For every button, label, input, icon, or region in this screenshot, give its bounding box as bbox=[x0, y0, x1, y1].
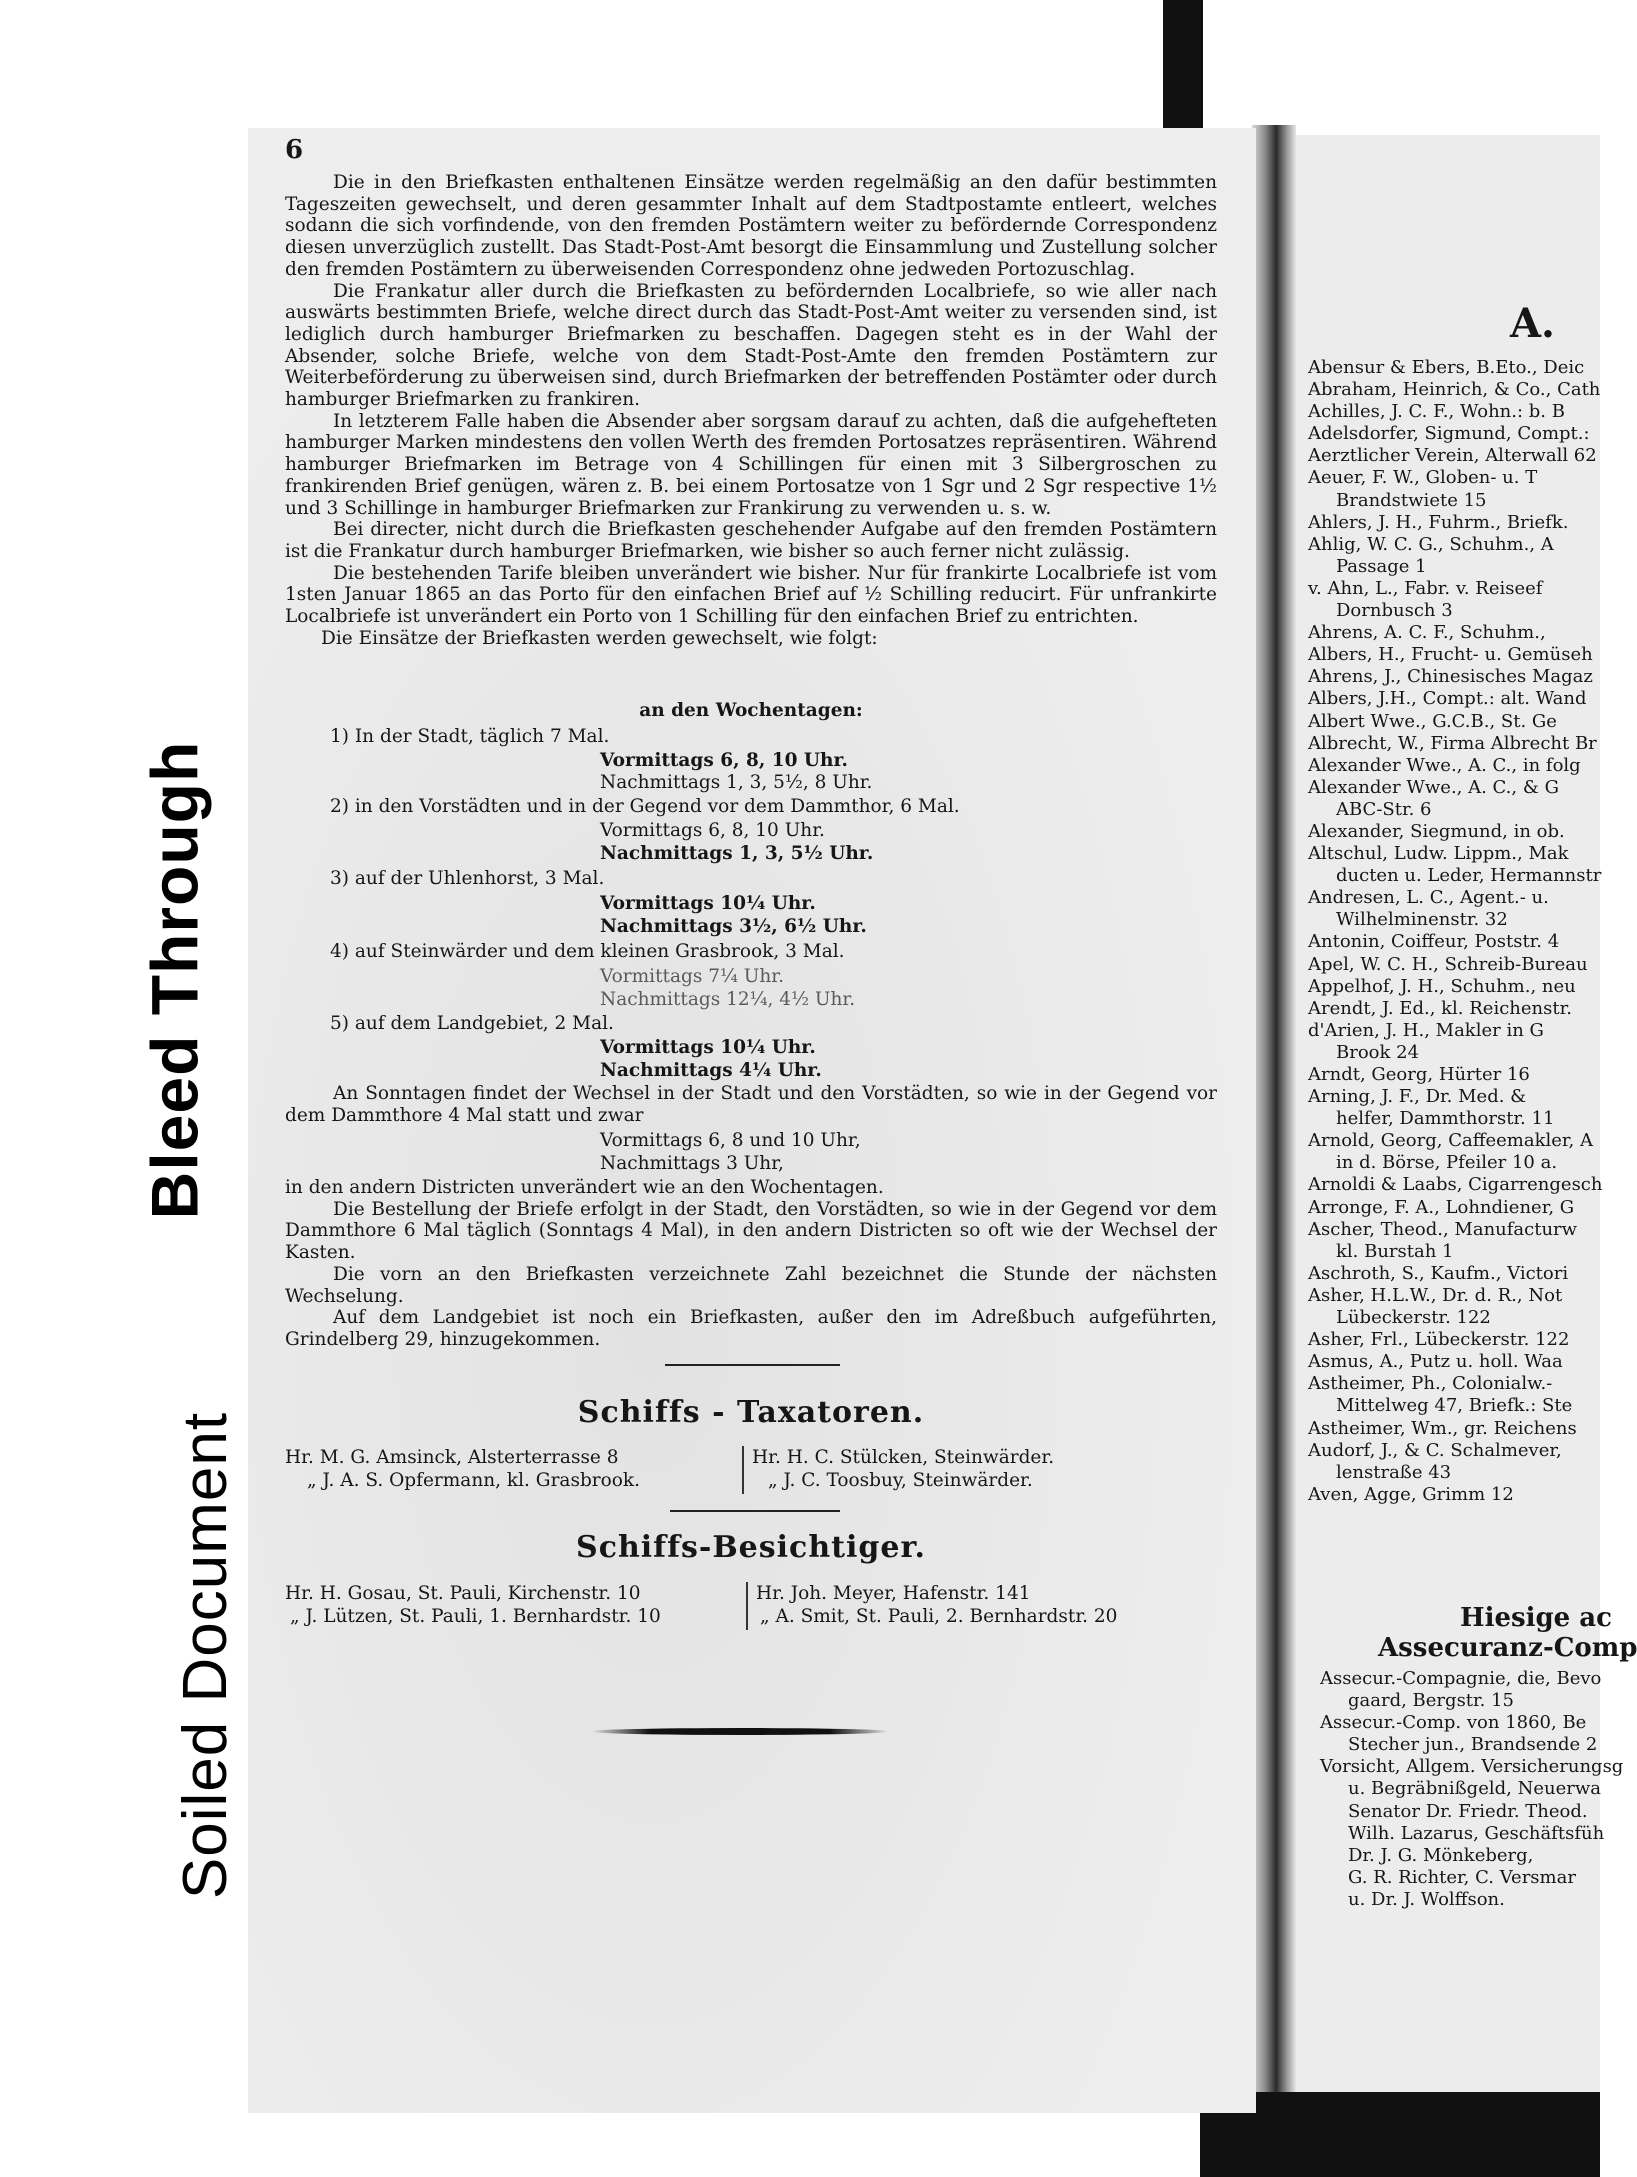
schedule-time: Vormittags 10¼ Uhr. bbox=[600, 1037, 816, 1058]
directory-entry: ducten u. Leder, Hermannstr bbox=[1336, 865, 1602, 887]
directory-entry: Aeuer, F. W., Globen- u. T bbox=[1308, 467, 1538, 489]
bleed-through-text: Bleed Through bbox=[137, 740, 211, 1220]
directory-entry: Albers, J.H., Compt.: alt. Wand bbox=[1308, 688, 1587, 710]
directory-entry: Abensur & Ebers, B.Eto., Deic bbox=[1308, 357, 1585, 378]
directory-entry: Altschul, Ludw. Lippm., Mak bbox=[1308, 843, 1569, 865]
directory-entry: helfer, Dammthorstr. 11 bbox=[1336, 1108, 1555, 1130]
directory-entry: Aerztlicher Verein, Alterwall 62 bbox=[1308, 445, 1597, 467]
column-separator bbox=[742, 1446, 744, 1494]
directory-entry: Albert Wwe., G.C.B., St. Ge bbox=[1308, 710, 1557, 732]
page-number: 6 bbox=[285, 135, 304, 165]
taxator-entry: „ J. C. Toosbuy, Steinwärder. bbox=[768, 1470, 1033, 1491]
directory-entry: Astheimer, Wm., gr. Reichens bbox=[1308, 1417, 1577, 1439]
sunday-paragraph bbox=[285, 1083, 1217, 1126]
paragraph: in den andern Districten unverändert wie an den Wochentagen. bbox=[285, 1177, 884, 1198]
directory-entry: Arendt, J. Ed., kl. Reichenstr. bbox=[1308, 997, 1572, 1019]
paragraph: In letzterem Falle haben die Absender aber sorgsam darauf zu achten, daß die aufgehefteten hamburger Marken mindestens den vollen Werth des fremden Portosatzes repräsentiren. Während hamburger Briefmarken im Betrage von 4 Schillingen für einen mit 3 Silbergroschen zu frankirenden Brief genügen, wären z. B. bei einem Portosatze von 1 Sgr und 2 Sgr respective 1½ und 3 Schillinge in hamburger Briefmarken zur Frankirung zu verwenden u. s. w. bbox=[285, 410, 1217, 519]
column-separator bbox=[746, 1582, 748, 1630]
paragraph: Auf dem Landgebiet ist noch ein Briefkasten, außer den im Adreßbuch aufgeführten, Grindelberg 29, hinzugekommen. bbox=[285, 1307, 1217, 1350]
directory-entry: Aven, Agge, Grimm 12 bbox=[1308, 1483, 1514, 1505]
taxator-entry: „ J. A. S. Opfermann, kl. Grasbrook. bbox=[307, 1470, 640, 1491]
scan-border-top bbox=[1163, 0, 1203, 128]
paragraph: Die in den Briefkasten enthaltenen Einsätze werden regelmäßig an den dafür bestimmten Tageszeiten gewechselt, und deren gesammter Inhalt auf dem Stadtpostamte entleert, welches sodann die sich vorfindende, von den fremden Postämtern weiter zu befördernde Correspondenz diesen unverzüglich zustellt. Das Stadt-Post-Amt besorgt die Einsammlung und Zustellung solcher den fremden Postämtern zu überweisenden Correspondenz ohne jedweden Portozuschlag. bbox=[285, 172, 1217, 280]
schedule-time: Nachmittags 4¼ Uhr. bbox=[600, 1060, 822, 1081]
assec-entry: u. Begräbnißgeld, Neuerwa bbox=[1348, 1778, 1601, 1800]
directory-entry: Wilhelminenstr. 32 bbox=[1336, 909, 1508, 931]
assec-heading-line: Hiesige ac bbox=[1460, 1603, 1612, 1633]
directory-entry: Arronge, F. A., Lohndiener, G bbox=[1308, 1196, 1575, 1218]
assec-entry: u. Dr. J. Wolffson. bbox=[1348, 1888, 1505, 1910]
directory-entry: Aschroth, S., Kaufm., Victori bbox=[1308, 1262, 1569, 1284]
directory-entry: Ahlig, W. C. G., Schuhm., A bbox=[1308, 533, 1554, 555]
assec-heading bbox=[1300, 1603, 1637, 1663]
divider bbox=[665, 1364, 840, 1366]
sunday-time: Nachmittags 3 Uhr, bbox=[600, 1153, 784, 1174]
directory-entry: Brook 24 bbox=[1336, 1041, 1420, 1063]
section-letter: A. bbox=[1510, 300, 1555, 347]
schedule-line: 4) auf Steinwärder und dem kleinen Grasbrook, 3 Mal. bbox=[330, 941, 845, 962]
body-text-block bbox=[285, 172, 1217, 649]
directory-entry: Arnold, Georg, Caffeemakler, A bbox=[1308, 1130, 1593, 1152]
schedule-time: Nachmittags 1, 3, 5½ Uhr. bbox=[600, 843, 874, 864]
book-gutter bbox=[1252, 125, 1296, 2100]
paragraph: Die vorn an den Briefkasten verzeichnete Zahl bezeichnet die Stunde der nächsten Wechselung. bbox=[285, 1263, 1217, 1307]
directory-entry: Ahrens, J., Chinesisches Magaz bbox=[1308, 666, 1593, 688]
assec-entry: Dr. J. G. Mönkeberg, bbox=[1348, 1844, 1534, 1866]
scan-border-bottom bbox=[1200, 2092, 1600, 2177]
taxator-entry: Hr. H. C. Stülcken, Steinwärder. bbox=[752, 1447, 1055, 1468]
directory-entry: Abraham, Heinrich, & Co., Cath bbox=[1308, 379, 1601, 401]
directory-entry: d'Arien, J. H., Makler in G bbox=[1308, 1019, 1544, 1041]
directory-entry: Achilles, J. C. F., Wohn.: b. B bbox=[1308, 401, 1565, 423]
directory-entry: Alexander Wwe., A. C., in folg bbox=[1308, 754, 1581, 776]
directory-entry: Arnoldi & Laabs, Cigarrengesch bbox=[1308, 1174, 1603, 1196]
schedule-time: Vormittags 6, 8, 10 Uhr. bbox=[600, 820, 825, 841]
assec-heading-line: Assecuranz-Comp bbox=[1378, 1633, 1637, 1663]
directory-entry: Brandstwiete 15 bbox=[1336, 489, 1487, 511]
ornamental-rule bbox=[590, 1728, 890, 1735]
directory-entry: Lübeckerstr. 122 bbox=[1336, 1307, 1491, 1329]
schedule-line: 3) auf der Uhlenhorst, 3 Mal. bbox=[330, 868, 605, 889]
directory-entry: Albers, H., Frucht- u. Gemüseh bbox=[1308, 644, 1593, 666]
directory-entry: kl. Burstah 1 bbox=[1336, 1240, 1454, 1262]
paragraph: An Sonntagen findet der Wechsel in der Stadt und den Vorstädten, so wie in der Gegend vor dem Dammthore 4 Mal statt und zwar bbox=[285, 1083, 1217, 1126]
paragraph: Die Bestellung der Briefe erfolgt in der Stadt, den Vorstädten, so wie in der Gegend vor dem Dammthore 6 Mal täglich (Sonntags 4 Mal), in den andern Districten so oft wie der Wechsel der Kasten. bbox=[285, 1198, 1217, 1264]
paragraph: Die Einsätze der Briefkasten werden gewechselt, wie folgt: bbox=[321, 627, 878, 649]
schedule-time: Nachmittags 1, 3, 5½, 8 Uhr. bbox=[600, 772, 873, 793]
directory-entry: Antonin, Coiffeur, Poststr. 4 bbox=[1308, 931, 1560, 953]
schedule-time: Vormittags 7¼ Uhr. bbox=[600, 966, 784, 987]
directory-entry: in d. Börse, Pfeiler 10 a. bbox=[1336, 1152, 1558, 1174]
taxator-entry: Hr. M. G. Amsinck, Alsterterrasse 8 bbox=[285, 1447, 619, 1468]
directory-entry: Andresen, L. C., Agent.- u. bbox=[1308, 887, 1549, 909]
directory-entry: Arndt, Georg, Hürter 16 bbox=[1308, 1064, 1530, 1085]
assec-entry: Wilh. Lazarus, Geschäftsfüh bbox=[1348, 1822, 1605, 1844]
taxatoren-title: Schiffs - Taxatoren. bbox=[577, 1395, 925, 1430]
schedule-time: Vormittags 6, 8, 10 Uhr. bbox=[600, 750, 848, 771]
directory-entry: Dornbusch 3 bbox=[1336, 600, 1453, 622]
directory-entry: ABC-Str. 6 bbox=[1336, 798, 1432, 820]
assec-entry: gaard, Bergstr. 15 bbox=[1348, 1690, 1515, 1712]
directory-entry: Alexander, Siegmund, in ob. bbox=[1308, 820, 1565, 842]
bleed-through-label bbox=[126, 680, 222, 1280]
paragraph: Die Frankatur aller durch die Briefkasten zu befördernden Localbriefe, so wie aller nach auswärts bestimmten Briefe, welche direct durch das Stadt-Post-Amt weiter zu versenden sind, ist lediglich durch hamburger Briefmarken zu beschaffen. Dagegen steht es in der Wahl der Absender, solche Briefe, welche von dem Stadt-Post-Amte den fremden Postämtern zur Weiterbeförderung zu überweisen sind, durch Briefmarken der betreffenden Postämter oder durch hamburger Briefmarken zu frankiren. bbox=[285, 280, 1217, 411]
assec-entry: Stecher jun., Brandsende 2 bbox=[1348, 1734, 1598, 1756]
closing-text-block bbox=[285, 1177, 1217, 1351]
divider bbox=[670, 1510, 840, 1512]
schedule-line: 5) auf dem Landgebiet, 2 Mal. bbox=[330, 1013, 614, 1034]
schedule-line: 2) in den Vorstädten und in der Gegend vor dem Dammthor, 6 Mal. bbox=[330, 796, 960, 817]
paragraph: Bei directer, nicht durch die Briefkasten geschehender Aufgabe auf den fremden Postämtern ist die Frankatur durch hamburger Briefmarken, wie bisher so auch ferner nicht zulässig. bbox=[285, 519, 1217, 562]
besichtiger-entry: „ J. Lützen, St. Pauli, 1. Bernhardstr. 10 bbox=[290, 1606, 661, 1627]
directory-entry: Mittelweg 47, Briefk.: Ste bbox=[1336, 1395, 1573, 1417]
weekday-heading: an den Wochentagen: bbox=[639, 700, 863, 721]
directory-entry: Asher, H.L.W., Dr. d. R., Not bbox=[1308, 1284, 1563, 1306]
directory-entry: Apel, W. C. H., Schreib-Bureau bbox=[1308, 953, 1588, 975]
assec-entry: Assecur.-Comp. von 1860, Be bbox=[1320, 1712, 1587, 1734]
assec-entry: G. R. Richter, C. Versmar bbox=[1348, 1866, 1576, 1888]
besichtiger-entry: Hr. H. Gosau, St. Pauli, Kirchenstr. 10 bbox=[285, 1583, 641, 1604]
assec-list bbox=[1320, 1668, 1623, 1911]
directory-entry: Ahlers, J. H., Fuhrm., Briefk. bbox=[1308, 511, 1569, 533]
schedule-time: Nachmittags 12¼, 4½ Uhr. bbox=[600, 989, 856, 1010]
directory-list bbox=[1308, 357, 1608, 1506]
sunday-time: Vormittags 6, 8 und 10 Uhr, bbox=[600, 1130, 861, 1151]
directory-entry: Ascher, Theod., Manufacturw bbox=[1308, 1218, 1578, 1240]
soiled-document-text: Soiled Document bbox=[171, 1411, 241, 1899]
directory-entry: Asmus, A., Putz u. holl. Waa bbox=[1308, 1351, 1563, 1373]
schedule-line: 1) In der Stadt, täglich 7 Mal. bbox=[330, 726, 610, 747]
directory-entry: Adelsdorfer, Sigmund, Compt.: bbox=[1308, 423, 1590, 445]
paragraph: Die bestehenden Tarife bleiben unverändert wie bisher. Nur für frankirte Localbriefe ist vom 1sten Januar 1865 an das Porto für den einfachen Brief auf ½ Schilling reducirt. Für unfrankirte Localbriefe ist unverändert ein Porto von 1 Schilling für den einfachen Brief zu entrichten. bbox=[285, 562, 1217, 628]
besichtiger-entry: „ A. Smit, St. Pauli, 2. Bernhardstr. 20 bbox=[760, 1606, 1118, 1627]
besichtiger-entry: Hr. Joh. Meyer, Hafenstr. 141 bbox=[756, 1583, 1031, 1604]
directory-entry: Alexander Wwe., A. C., & G bbox=[1308, 776, 1559, 798]
schedule-time: Nachmittags 3½, 6½ Uhr. bbox=[600, 916, 867, 937]
assec-entry: Assecur.-Compagnie, die, Bevo bbox=[1320, 1668, 1602, 1689]
assec-entry: Vorsicht, Allgem. Versicherungsg bbox=[1320, 1756, 1624, 1778]
directory-entry: Appelhof, J. H., Schuhm., neu bbox=[1308, 975, 1576, 997]
directory-entry: Albrecht, W., Firma Albrecht Br bbox=[1308, 732, 1597, 754]
schedule-time: Vormittags 10¼ Uhr. bbox=[600, 893, 816, 914]
directory-entry: Asher, Frl., Lübeckerstr. 122 bbox=[1308, 1329, 1570, 1351]
directory-entry: Passage 1 bbox=[1336, 555, 1427, 577]
directory-entry: Astheimer, Ph., Colonialw.- bbox=[1308, 1373, 1553, 1395]
directory-entry: lenstraße 43 bbox=[1336, 1461, 1452, 1483]
directory-entry: Audorf, J., & C. Schalmever, bbox=[1308, 1439, 1562, 1461]
assec-entry: Senator Dr. Friedr. Theod. bbox=[1348, 1800, 1588, 1822]
directory-entry: v. Ahn, L., Fabr. v. Reiseef bbox=[1308, 577, 1543, 599]
directory-entry: Arning, J. F., Dr. Med. & bbox=[1308, 1086, 1527, 1108]
soiled-document-label bbox=[158, 1355, 254, 1955]
besichtiger-title: Schiffs-Besichtiger. bbox=[576, 1530, 926, 1565]
directory-entry: Ahrens, A. C. F., Schuhm., bbox=[1308, 622, 1546, 644]
